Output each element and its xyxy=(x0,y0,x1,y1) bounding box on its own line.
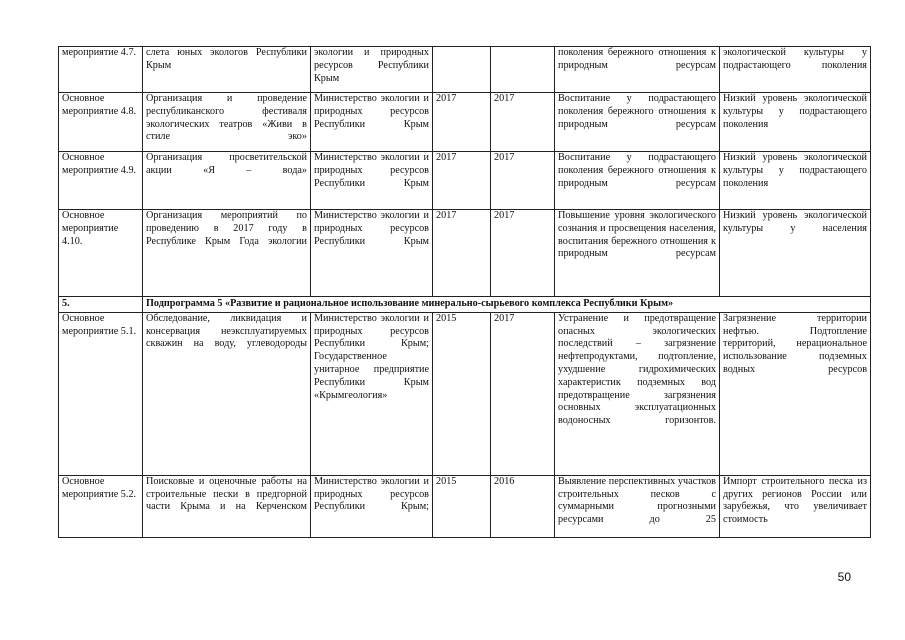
problem-description: Низкий уровень экологической культуры у подрастающего поколения xyxy=(720,152,871,210)
table-row xyxy=(59,312,871,475)
start-year: 2017 xyxy=(433,93,491,152)
start-year xyxy=(433,47,491,93)
problem-description: Низкий уровень экологической культуры у населения xyxy=(720,210,871,297)
responsible-executor: Министерство экологии и природных ресурсов Республики Крым; Государственное унитарное предприятие Республики Крым «Крымгеология» xyxy=(311,312,433,475)
measure-name: Поисковые и оценочные работы на строительные пески в предгорной части Крыма и на Керченском xyxy=(143,475,311,537)
table-row xyxy=(59,475,871,537)
table-row xyxy=(59,47,871,93)
expected-result: Воспитание у подрастающего поколения бережного отношения к природным ресурсам xyxy=(555,93,720,152)
measure-name: Организация и проведение республиканского фестиваля экологических театров «Живи в стиле эко» xyxy=(143,93,311,152)
responsible-executor: Министерство экологии и природных ресурсов Республики Крым xyxy=(311,152,433,210)
expected-result: Выявление перспективных участков строительных песков с суммарными прогнозными ресурсами до 25 xyxy=(555,475,720,537)
table-row xyxy=(59,152,871,210)
measure-number: Основное мероприятие 5.2. xyxy=(59,475,143,537)
start-year: 2017 xyxy=(433,210,491,297)
responsible-executor: Министерство экологии и природных ресурсов Республики Крым; xyxy=(311,475,433,537)
table-row xyxy=(59,93,871,152)
table-row xyxy=(59,210,871,297)
measure-number: Основное мероприятие 4.9. xyxy=(59,152,143,210)
problem-description: Низкий уровень экологической культуры у подрастающего поколения xyxy=(720,93,871,152)
problem-description: экологической культуры у подрастающего поколения xyxy=(720,47,871,93)
measure-number: Основное мероприятие 4.10. xyxy=(59,210,143,297)
end-year: 2017 xyxy=(491,93,555,152)
expected-result: Воспитание у подрастающего поколения бережного отношения к природным ресурсам xyxy=(555,152,720,210)
measure-number: Основное мероприятие 5.1. xyxy=(59,312,143,475)
end-year: 2017 xyxy=(491,152,555,210)
start-year: 2017 xyxy=(433,152,491,210)
responsible-executor: Министерство экологии и природных ресурсов Республики Крым xyxy=(311,210,433,297)
measure-number: мероприятие 4.7. xyxy=(59,47,143,93)
responsible-executor: экологии и природных ресурсов Республики Крым xyxy=(311,47,433,93)
measure-number: Основное мероприятие 4.8. xyxy=(59,93,143,152)
measure-name: Организация мероприятий по проведению в 2017 году в Республике Крым Года экологии xyxy=(143,210,311,297)
end-year: 2017 xyxy=(491,210,555,297)
responsible-executor: Министерство экологии и природных ресурсов Республики Крым xyxy=(311,93,433,152)
start-year: 2015 xyxy=(433,312,491,475)
end-year: 2016 xyxy=(491,475,555,537)
subprogram-title: Подпрограмма 5 «Развитие и рациональное использование минерально-сырьевого комплекса Республики Крым» xyxy=(143,297,871,313)
measure-name: Обследование, ликвидация и консервация неэксплуатируемых скважин на воду, углеводороды xyxy=(143,312,311,475)
measure-name: Организация просветительской акции «Я – вода» xyxy=(143,152,311,210)
page-number: 50 xyxy=(837,570,851,584)
start-year: 2015 xyxy=(433,475,491,537)
expected-result: поколения бережного отношения к природным ресурсам xyxy=(555,47,720,93)
problem-description: Импорт строительного песка из других регионов России или зарубежья, что увеличивает стоимость xyxy=(720,475,871,537)
expected-result: Устранение и предотвращение опасных экологических последствий – загрязнение нефтепродуктами, подтопление, ухудшение гидрохимических характеристик подземных вод предотвращение загрязнения основных эксплуатационных водоносных горизонтов. xyxy=(555,312,720,475)
expected-result: Повышение уровня экологического сознания и просвещения населения, воспитания бережного отношения к природным ресурсам xyxy=(555,210,720,297)
problem-description: Загрязнение территории нефтью. Подтопление территорий, нерациональное использование подземных водных ресурсов xyxy=(720,312,871,475)
subprogram-number: 5. xyxy=(59,297,143,313)
subprogram-row xyxy=(59,297,871,313)
measures-table xyxy=(58,46,871,538)
measure-name: слета юных экологов Республики Крым xyxy=(143,47,311,93)
end-year xyxy=(491,47,555,93)
end-year: 2017 xyxy=(491,312,555,475)
